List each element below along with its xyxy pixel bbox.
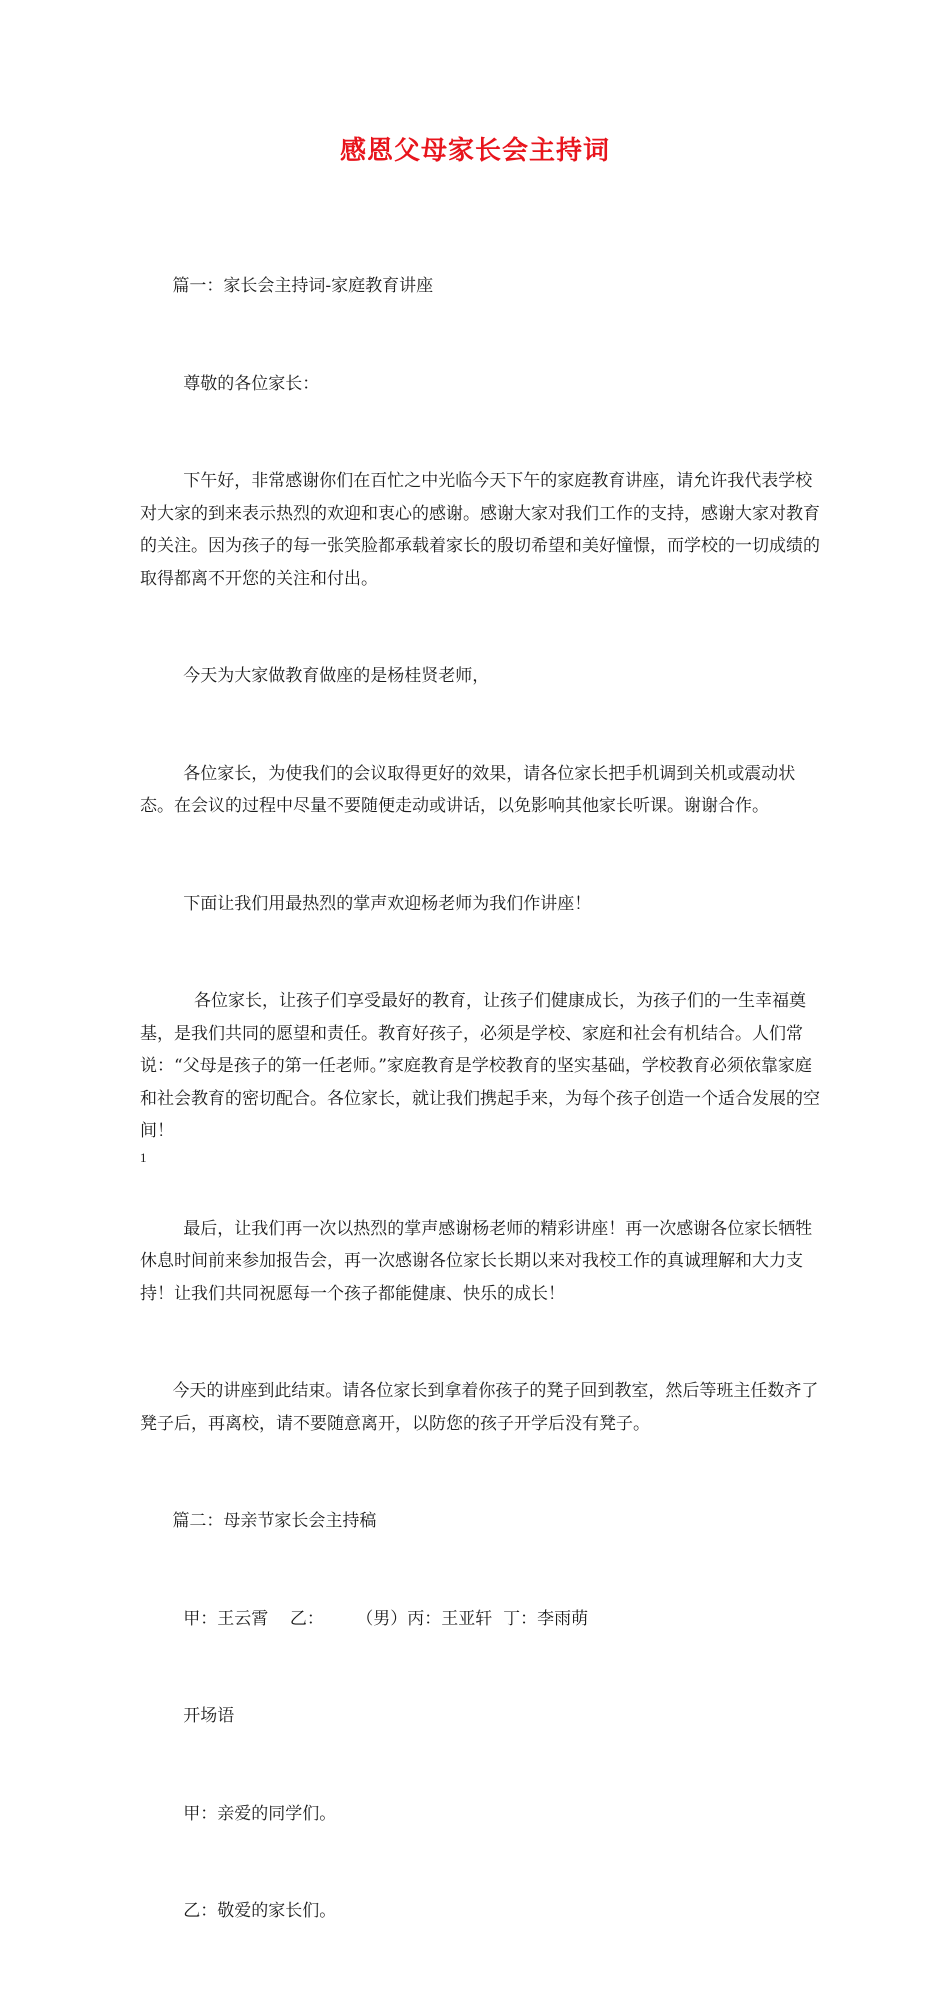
paragraph: 乙：敬爱的家长们。	[140, 1901, 337, 1921]
paragraph: 篇二：母亲节家长会主持稿	[140, 1511, 377, 1531]
paragraph: 甲：王云霄 乙： （男）丙：王亚轩 丁：李雨萌	[140, 1608, 589, 1629]
paragraph: 各位家长，为使我们的会议取得更好的效果，请各位家长把手机调到关机或震动状态。在会议的过程中尽量不要随便走动或讲话，以免影响其他家长听课。谢谢合作。	[140, 763, 796, 816]
document-title: 感恩父母家长会主持词	[339, 136, 610, 166]
paragraph: 开场语	[140, 1706, 235, 1726]
paragraph: 各位家长，让孩子们享受最好的教育，让孩子们健康成长，为孩子们的一生幸福奠基，是我们共同的愿望和责任。教育好孩子，必须是学校、家庭和社会有机结合。人们常说：“父母是孩子的第一任老师。”家庭教育是学校教育的坚实基础，学校教育必须依靠家庭和社会教育的密切配合。各位家长，就让我们携起手来，为每个孩子创造一个适合发展的空间！	[140, 991, 820, 1141]
paragraph: 尊敬的各位家长：	[140, 373, 320, 394]
paragraph: 最后，让我们再一次以热烈的掌声感谢杨老师的精彩讲座！再一次感谢各位家长牺牲休息时间前来参加报告会，再一次感谢各位家长长期以来对我校工作的真诚理解和大力支持！让我们共同祝愿每一个孩子都能健康、快乐的成长！	[140, 1218, 813, 1304]
paragraph: 篇一：家长会主持词-家庭教育讲座	[140, 276, 434, 296]
page-number: 1	[140, 1150, 147, 1165]
paragraph: 下面让我们用最热烈的掌声欢迎杨老师为我们作讲座！	[140, 893, 592, 914]
paragraph: 下午好，非常感谢你们在百忙之中光临今天下午的家庭教育讲座，请允许我代表学校对大家的到来表示热烈的欢迎和衷心的感谢。感谢大家对我们工作的支持，感谢大家对教育的关注。因为孩子的每一张笑脸都承载着家长的殷切希望和美好憧憬，而学校的一切成绩的取得都离不开您的关注和付出。	[140, 471, 820, 589]
paragraph: 今天为大家做教育做座的是杨桂贤老师，	[140, 666, 490, 686]
document-body	[140, 205, 820, 1993]
paragraph: 今天的讲座到此结束。请各位家长到拿着你孩子的凳子回到教室，然后等班主任数齐了凳子后，再离校，请不要随意离开，以防您的孩子开学后没有凳子。	[140, 1381, 819, 1434]
paragraph: 甲：亲爱的同学们。	[140, 1803, 337, 1824]
